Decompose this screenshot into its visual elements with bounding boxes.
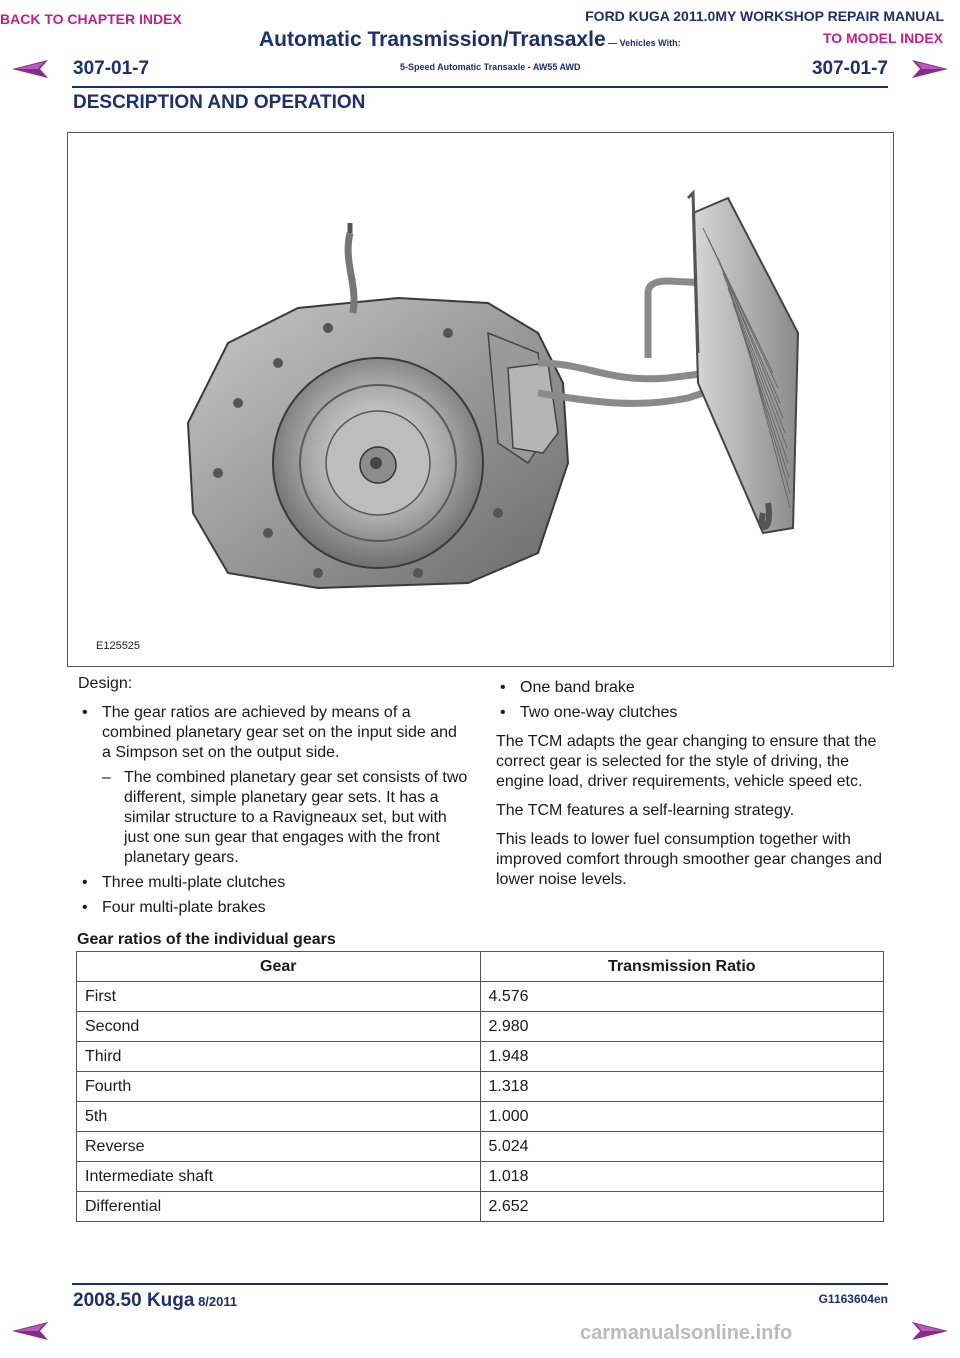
footer-date: 8/2011 <box>194 1294 238 1309</box>
table-header-row <box>77 952 884 982</box>
list-item: • The gear ratios are achieved by means of a combined planetary gear set on the input side and a Simpson set on the output side. <box>78 703 470 763</box>
header-rule <box>72 86 888 88</box>
footer-doc-code: G1163604en <box>818 1292 888 1306</box>
list-item: – The combined planetary gear set consists of two different, simple planetary gear sets. It has a similar structure to a Ravigneaux set, but with just one sun gear that engages with the front planetary gears. <box>78 768 470 868</box>
watermark: carmanualsonline.info <box>580 1322 793 1344</box>
left-column <box>78 674 470 923</box>
section-title <box>259 28 681 52</box>
gear-cell: Second <box>77 1012 481 1042</box>
transaxle-illustration <box>68 133 893 666</box>
transaxle-figure <box>67 132 894 667</box>
design-intro: Design: <box>78 675 133 692</box>
ratio-cell: 2.652 <box>480 1192 884 1222</box>
ratio-cell: 1.000 <box>480 1102 884 1132</box>
list-item: • Three multi-plate clutches <box>78 873 470 893</box>
next-page-arrow-icon[interactable] <box>910 58 950 80</box>
table-row <box>77 1162 884 1192</box>
footer-model-name: 2008.50 Kuga <box>73 1290 195 1311</box>
column-header-gear: Gear <box>77 952 481 982</box>
section-title-text: Automatic Transmission/Transaxle <box>259 28 606 51</box>
ratio-cell: 1.948 <box>480 1042 884 1072</box>
table-row <box>77 1012 884 1042</box>
table-row <box>77 1042 884 1072</box>
gear-cell: Fourth <box>77 1072 481 1102</box>
table-row <box>77 1072 884 1102</box>
next-page-arrow-icon-bottom[interactable] <box>910 1320 950 1342</box>
footer-model <box>73 1290 237 1312</box>
gear-ratios-table <box>76 951 884 1222</box>
footer-rule <box>72 1283 888 1285</box>
paragraph: This leads to lower fuel consumption together with improved comfort through smoother gear changes and lower noise levels. <box>496 831 882 888</box>
manual-title: FORD KUGA 2011.0MY WORKSHOP REPAIR MANUAL <box>585 8 944 24</box>
back-to-chapter-index-link[interactable]: BACK TO CHAPTER INDEX <box>0 11 182 27</box>
section-title-suffix: — Vehicles With: <box>605 38 681 48</box>
section-subtitle: 5-Speed Automatic Transaxle - AW55 AWD <box>400 62 581 72</box>
previous-page-arrow-icon-bottom[interactable] <box>10 1320 50 1342</box>
gear-cell: 5th <box>77 1102 481 1132</box>
figure-id: E125525 <box>96 640 141 652</box>
column-header-ratio: Transmission Ratio <box>480 952 884 982</box>
ratio-cell: 4.576 <box>480 982 884 1012</box>
paragraph: The TCM adapts the gear changing to ensure that the correct gear is selected for the style of driving, the engine load, driver requirements, vehicle speed etc. <box>496 733 877 790</box>
paragraph: The TCM features a self-learning strategy. <box>496 802 795 819</box>
list-item: • Two one-way clutches <box>496 703 888 723</box>
right-column <box>496 678 888 899</box>
list-item: • One band brake <box>496 678 888 698</box>
table-row <box>77 1192 884 1222</box>
page-number-left: 307-01-7 <box>73 58 150 79</box>
to-model-index-link[interactable]: TO MODEL INDEX <box>822 30 943 46</box>
table-caption: Gear ratios of the individual gears <box>77 931 336 948</box>
ratio-cell: 2.980 <box>480 1012 884 1042</box>
ratio-cell: 5.024 <box>480 1132 884 1162</box>
ratio-cell: 1.018 <box>480 1162 884 1192</box>
previous-page-arrow-icon[interactable] <box>10 58 50 80</box>
table-row <box>77 1132 884 1162</box>
table-row <box>77 982 884 1012</box>
gear-cell: Intermediate shaft <box>77 1162 481 1192</box>
gear-cell: Reverse <box>77 1132 481 1162</box>
gear-cell: First <box>77 982 481 1012</box>
table-row <box>77 1102 884 1132</box>
page-number-right: 307-01-7 <box>811 58 888 79</box>
gear-cell: Third <box>77 1042 481 1072</box>
section-heading: DESCRIPTION AND OPERATION <box>73 92 366 113</box>
list-item: • Four multi-plate brakes <box>78 898 470 918</box>
ratio-cell: 1.318 <box>480 1072 884 1102</box>
gear-cell: Differential <box>77 1192 481 1222</box>
